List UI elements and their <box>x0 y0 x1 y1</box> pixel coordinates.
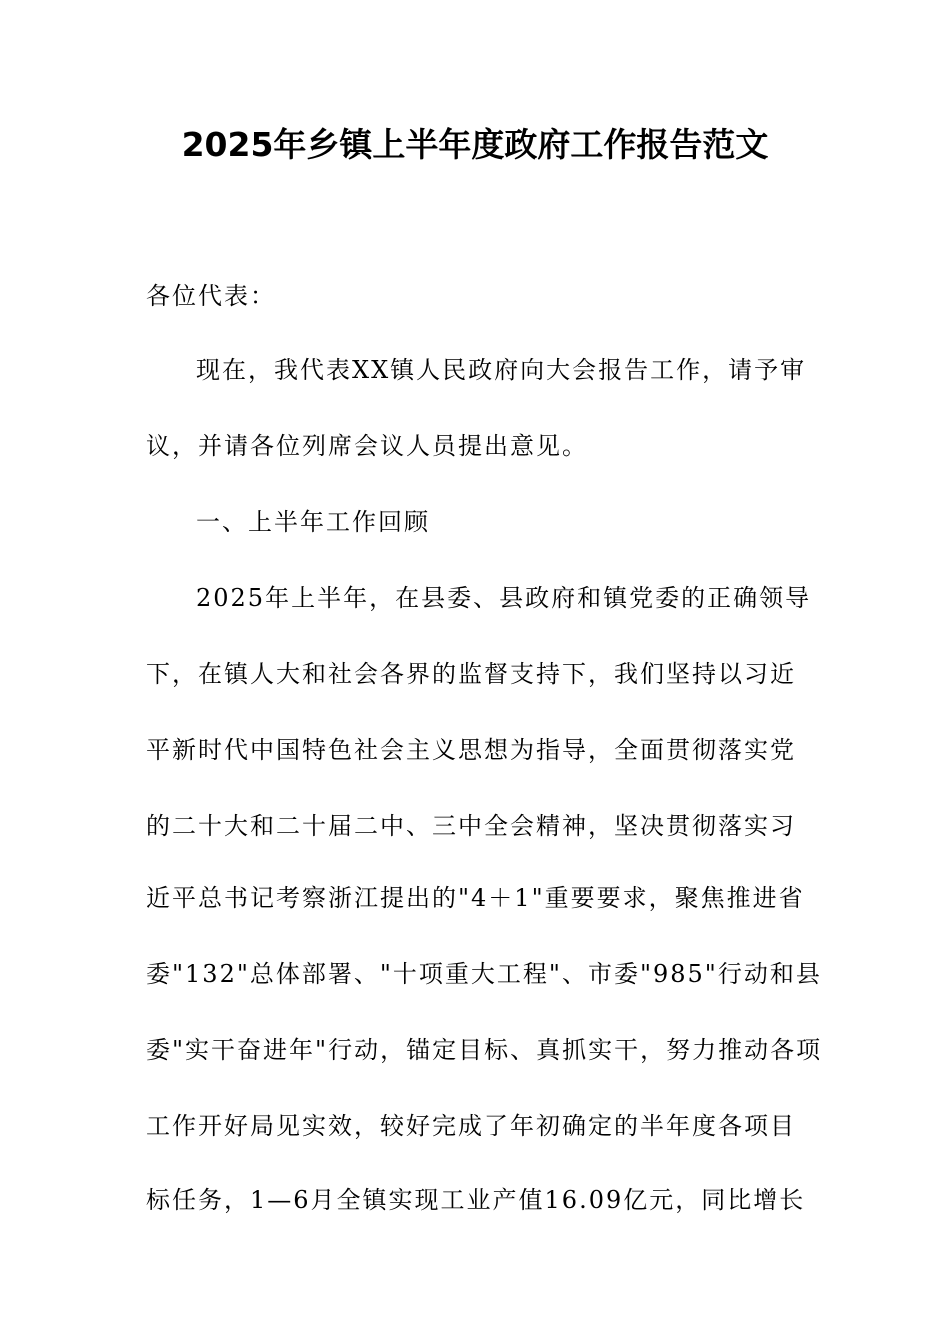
paragraph-line: 2025年上半年，在县委、县政府和镇党委的正确领导 <box>196 584 812 612</box>
greeting: 各位代表： <box>146 282 276 310</box>
paragraph-line: 委"132"总体部署、"十项重大工程"、市委"985"行动和县 <box>146 960 822 988</box>
section-heading: 一、上半年工作回顾 <box>196 508 430 536</box>
paragraph-line: 标任务，1—6月全镇实现工业产值16.09亿元，同比增长 <box>146 1186 806 1214</box>
paragraph-line: 工作开好局见实效，较好完成了年初确定的半年度各项目 <box>146 1112 796 1140</box>
paragraph-line: 的二十大和二十届二中、三中全会精神，坚决贯彻落实习 <box>146 812 796 840</box>
paragraph-line: 近平总书记考察浙江提出的"4＋1"重要要求，聚焦推进省 <box>146 884 805 912</box>
paragraph-line: 现在，我代表XX镇人民政府向大会报告工作，请予审 <box>196 356 807 384</box>
paragraph-line: 下，在镇人大和社会各界的监督支持下，我们坚持以习近 <box>146 660 796 688</box>
paragraph-line: 委"实干奋进年"行动，锚定目标、真抓实干，努力推动各项 <box>146 1036 823 1064</box>
paragraph-line: 平新时代中国特色社会主义思想为指导，全面贯彻落实党 <box>146 736 796 764</box>
document-title: 2025年乡镇上半年度政府工作报告范文 <box>181 125 769 164</box>
paragraph-line: 议，并请各位列席会议人员提出意见。 <box>146 432 588 460</box>
